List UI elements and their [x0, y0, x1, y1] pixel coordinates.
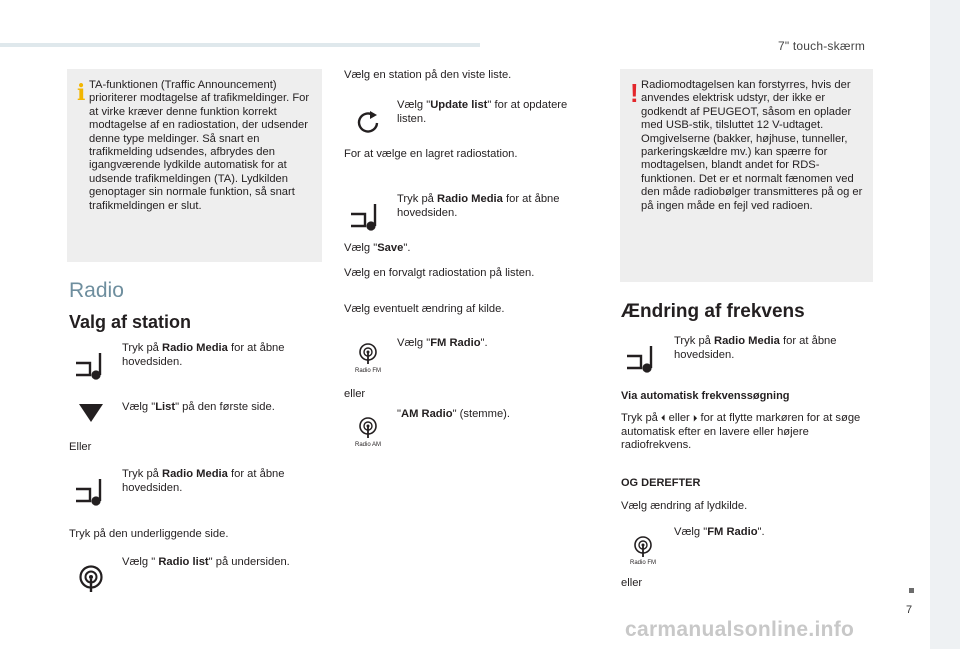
step-fm-radio-2: Vælg "FM Radio". [674, 526, 765, 538]
refresh-icon [355, 109, 381, 135]
warning-box [620, 69, 873, 282]
step-radio-media-1: Tryk på Radio Media for at åbne hovedsiden. [122, 342, 285, 368]
og-derefter-label: OG DEREFTER [621, 477, 701, 489]
warning-text: Radiomodtagelsen kan forstyrres, hvis der anvendes elektrisk udstyr, der ikke er godkendt af PEUGEOT, såsom en oplader med USB-stik, tilsluttet 12 V-udtaget. Omgivelserne (bakker, højhuse, tunneller, parkeringskældre mv.) kan spærre for modtagelsen, blandt andet for RDS-funktionen. Det er et normalt fænomen ved den måde radiobølger transmitteres på og er på ingen måde en fejl ved radioen. [641, 79, 863, 212]
info-box [67, 69, 322, 262]
step-radio-media-4: Tryk på Radio Media for at åbne hovedsiden. [674, 335, 837, 361]
radio-fm-icon [358, 343, 378, 365]
info-text: TA-funktionen (Traffic Announcement) prioriterer modtagelse af trafikmeldinger. For at virke kræver denne funktion korrekt modtagelse af en radiostation, der udsender denne type meldinger. Så snart en trafikmelding udsendes, afbrydes den igangværende lydkilde automatisk for at udsende trafikmeldingen (TA). Lydkilden genoptager sin normale funktion, så snart trafikmeldingen er slut. [89, 79, 310, 212]
save-text: Vælg "Save". [344, 242, 411, 254]
change-source-text-2: Vælg ændring af lydkilde. [621, 500, 748, 512]
eller-text-3: eller [621, 577, 643, 589]
change-source-text: Vælg eventuelt ændring af kilde. [344, 303, 505, 315]
radio-fm-icon [633, 536, 653, 558]
step-am-radio: "AM Radio" (stemme). [397, 408, 511, 420]
arrow-left-icon: ⏴ [661, 413, 666, 423]
section-title: Radio [69, 279, 124, 302]
top-rule [0, 43, 480, 47]
step-fm-radio: Vælg "FM Radio". [397, 337, 488, 349]
page-marker [909, 588, 914, 593]
underlying-text: Tryk på den underliggende side. [69, 528, 229, 540]
radio-media-icon [625, 342, 661, 376]
radio-media-icon [74, 349, 110, 383]
auto-search-text: Tryk på ⏴ eller ⏵ for at flytte markøren for at søge automatisk efter en lavere eller højere radiofrekvens. [621, 412, 861, 452]
preset-text: Vælg en forvalgt radiostation på listen. [344, 267, 535, 279]
auto-search-title: Via automatisk frekvenssøgning [621, 390, 790, 402]
step-radio-media-2: Tryk på Radio Media for at åbne hovedsiden. [122, 468, 285, 494]
page-header: 7" touch-skærm [778, 39, 866, 53]
eller-text: Eller [69, 441, 92, 453]
page-number: 7 [906, 604, 913, 616]
radio-fm-caption: Radio FM [629, 560, 656, 566]
watermark: carmanualsonline.info [625, 618, 855, 641]
radio-fm-caption: Radio FM [354, 368, 381, 374]
step-radio-list: Vælg " Radio list" på undersiden. [122, 556, 290, 568]
step-list: Vælg "List" på den første side. [122, 401, 275, 413]
step-update-list: Vælg "Update list" for at opdatere listen. [397, 99, 568, 125]
info-icon: i [77, 80, 86, 106]
subtitle-valg: Valg af station [69, 312, 192, 332]
arrow-right-icon: ⏵ [692, 413, 698, 423]
radio-am-caption: Radio AM [354, 442, 381, 448]
list-triangle-icon [79, 404, 103, 422]
radio-am-icon [358, 417, 378, 439]
eller-text-2: eller [344, 388, 366, 400]
step-radio-media-3: Tryk på Radio Media for at åbne hovedsiden. [397, 193, 560, 219]
radio-media-icon [74, 475, 110, 509]
side-strip [930, 0, 960, 649]
stored-station-text: For at vælge en lagret radiostation. [344, 148, 518, 160]
select-station-text: Vælg en station på den viste liste. [344, 69, 512, 81]
warning-icon: ! [630, 78, 639, 108]
subtitle-frekvens: Ændring af frekvens [621, 301, 805, 322]
radio-media-icon [349, 200, 385, 234]
radio-list-icon [78, 565, 104, 593]
